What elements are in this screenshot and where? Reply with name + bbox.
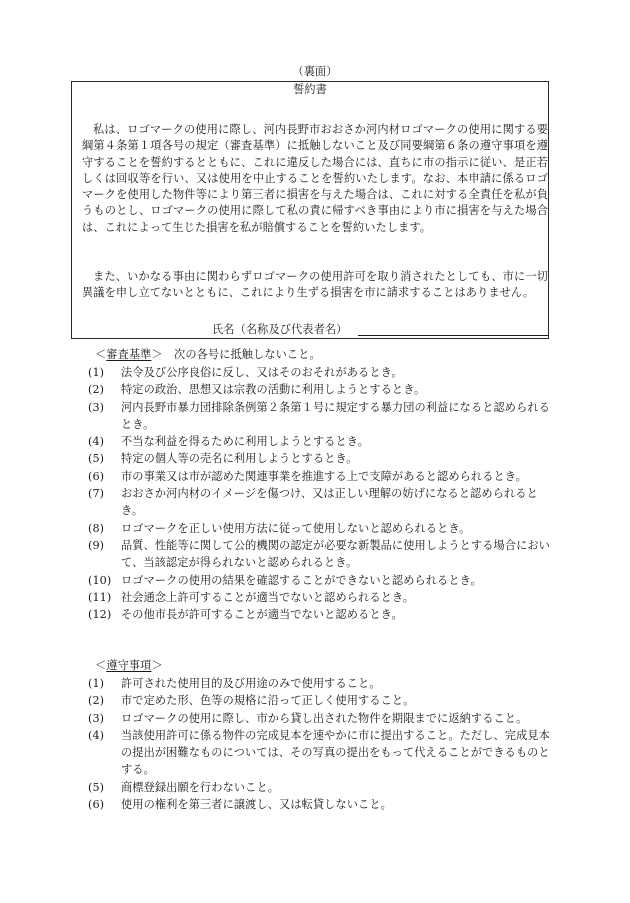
criteria-item: (4) 不当な利益を得るために利用しようとするとき。 [88, 435, 369, 449]
compliance-heading-text: 遵守事項 [106, 659, 152, 672]
criteria-intro: 次の各号に抵触しないこと。 [162, 348, 321, 361]
criteria-item: (1) 法令及び公序良俗に反し、又はそのおそれがあるとき。 [88, 366, 403, 379]
criteria-heading: ＜審査基準＞ 次の各号に抵触しないこと。 [95, 348, 321, 361]
page-side-label: （裏面） [292, 65, 338, 78]
criteria-item: (11) 社会通念上許可することが適当でないと認められるとき。 [88, 590, 415, 604]
compliance-list [88, 675, 558, 813]
compliance-item: (4) 当該使用許可に係る物件の完成見本を速やかに市に提出すること。ただし、完成見本の提出が困難なものについては、その写真の提出をもって代えることができるものとする。 [88, 728, 550, 777]
pledge-title: 誓約書 [293, 83, 327, 96]
criteria-item: (2) 特定の政治、思想又は宗教の活動に利用しようとするとき。 [88, 383, 426, 397]
criteria-heading-text: 審査基準 [106, 348, 152, 361]
pledge-paragraph-no-objection: また、いかなる事由に関わらずロゴマークの使用許可を取り消されたとしても、市に一切異議を申し立てないとともに、これにより生ずる損害を市に請求することはありません。 [82, 270, 548, 300]
compliance-item: (1) 許可された使用目的及び用途のみで使用すること。 [88, 677, 381, 690]
compliance-item: (5) 商標登録出願を行わないこと。 [88, 780, 280, 794]
criteria-item: (7) おおさか河内材のイメージを傷つけ、又は正しい理解の妨げになると認められるとき。 [88, 487, 538, 518]
signature-label: 氏名（名称及び代表者名） [212, 323, 348, 336]
criteria-list [88, 364, 558, 623]
criteria-item: (5) 特定の個人等の売名に利用しようとするとき。 [88, 452, 358, 466]
criteria-item: (12) その他市長が許可することが適当でないと認めるとき。 [88, 608, 403, 622]
compliance-heading: ＜遵守事項＞ [95, 659, 163, 672]
criteria-item: (8) ロゴマークを正しい使用方法に従って使用しないと認められるとき。 [88, 521, 471, 535]
signature-line[interactable] [358, 335, 549, 336]
compliance-item: (6) 使用の権利を第三者に譲渡し、又は転貸しないこと。 [88, 798, 392, 812]
criteria-item: (10) ロゴマークの使用の結果を確認することができないと認められるとき。 [88, 573, 482, 587]
pledge-paragraph-main: 私は、ロゴマークの使用に際し、河内長野市おおさか河内材ロゴマークの使用に関する要綱第４条第１項各号の規定（審査基準）に抵触しないこと及び同要綱第６条の遵守事項を遵守することを誓約するとともに、これに違反した場合には、直ちに市の指示に従い、是正若しくは回収等を行い、又は使用を中止することを誓約いたします。なお、本申請に係るロゴマークを使用した物件等により第三者に損害を与えた場合は、これに対する全責任を私が負うものとし、ロゴマークの使用に際して私の責に帰すべき事由により市に損害を与えた場合は、これによって生じた損害を私が賠償することを誓約いたします。 [82, 123, 548, 234]
compliance-item: (3) ロゴマークの使用に際し、市から貸し出された物件を期限までに返納すること。 [88, 711, 528, 725]
criteria-item: (6) 市の事業又は市が認めた関連事業を推進する上で支障があると認められるとき。 [88, 469, 527, 483]
criteria-item: (3) 河内長野市暴力団排除条例第２条第１号に規定する暴力団の利益になると認められるとき。 [88, 400, 550, 431]
compliance-item: (2) 市で定めた形、色等の規格に沿って正しく使用すること。 [88, 694, 415, 708]
criteria-item: (9) 品質、性能等に関して公的機関の認定が必要な新製品に使用しようとする場合において、当該認定が得られないと認められるとき。 [88, 538, 550, 570]
pledge-box [71, 81, 549, 339]
